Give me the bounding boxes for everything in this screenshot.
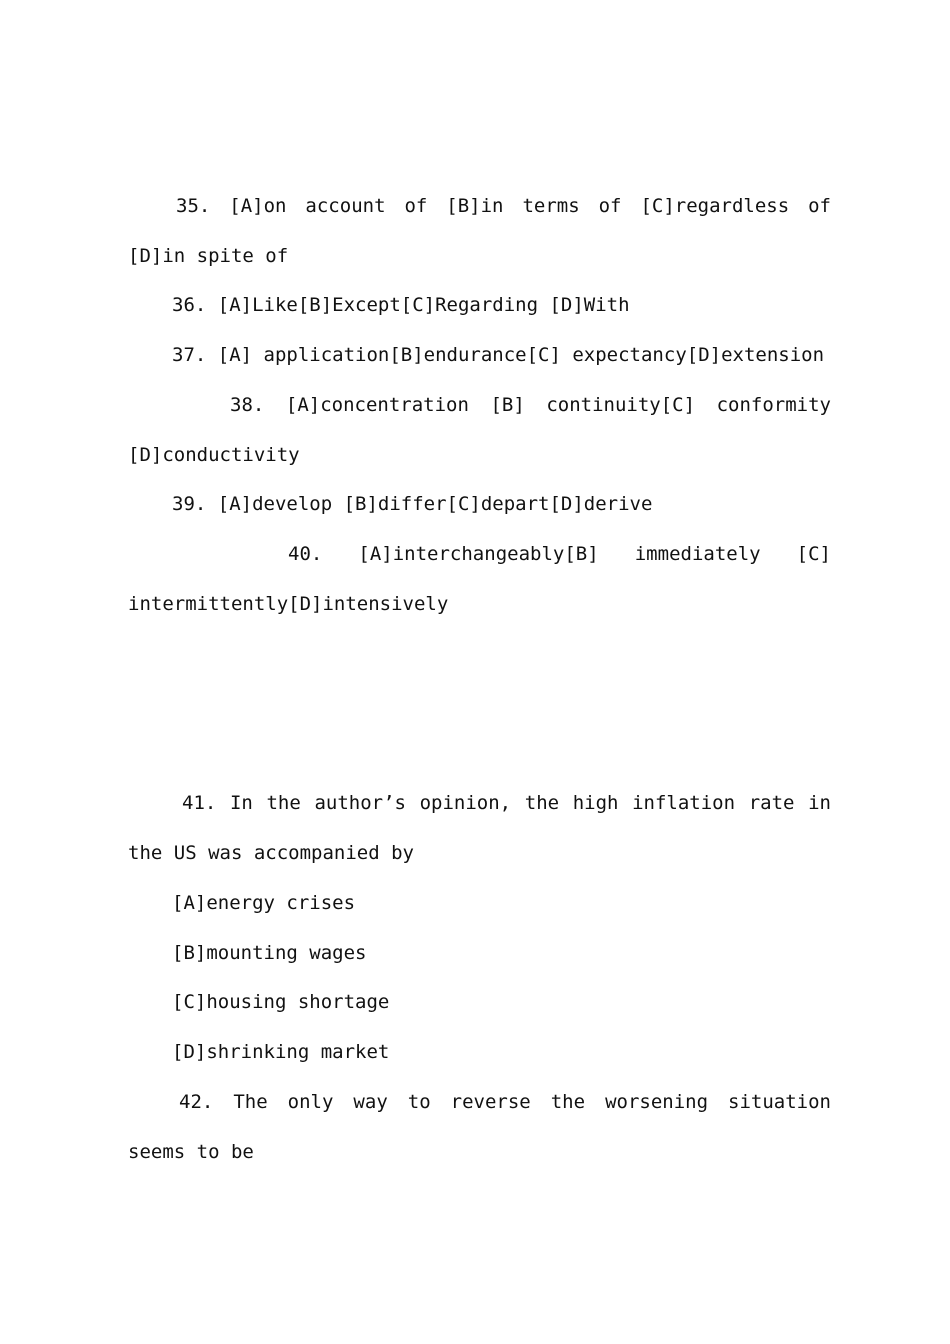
question-41-option-a: [A]energy crises: [172, 892, 356, 914]
question-36: 36. [A]Like[B]Except[C]Regarding [D]With: [172, 294, 630, 316]
question-41-option-c: [C]housing shortage: [172, 991, 390, 1013]
question-37: 37. [A] application[B]endurance[C] expectancy[D]extension: [172, 344, 825, 366]
question-41-option-d: [D]shrinking market: [172, 1041, 390, 1063]
question-35: 35. [A]on account of [B]in terms of [C]regardless of [D]in spite of: [128, 195, 831, 267]
question-39: 39. [A]develop [B]differ[C]depart[D]derive: [172, 493, 653, 515]
question-40: 40. [A]interchangeably[B] immediately [C] intermittently[D]intensively: [128, 543, 831, 615]
question-41-option-b: [B]mounting wages: [172, 942, 367, 964]
question-41-stem: 41. In the author’s opinion, the high inflation rate in the US was accompanied by: [128, 792, 831, 864]
question-42-stem: 42. The only way to reverse the worsening situation seems to be: [128, 1091, 831, 1163]
question-38: 38. [A]concentration [B] continuity[C] conformity [D]conductivity: [128, 394, 831, 466]
